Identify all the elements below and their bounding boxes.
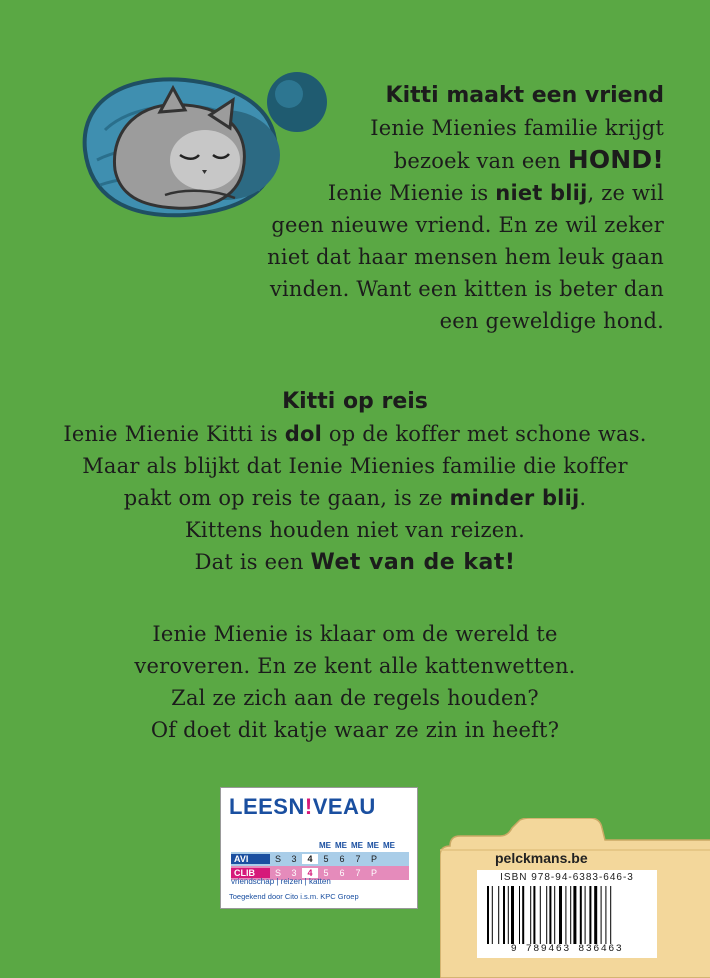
barcode-number: 9 789463 836463	[510, 944, 624, 955]
avi-cell: 3	[291, 854, 297, 864]
badge-credit: Toegekend door Cito i.s.m. KPC Groep	[229, 892, 359, 901]
text-span: op de koffer met schone was.	[322, 422, 647, 446]
section1-line: Ienie Mienies familie krijgt	[370, 116, 664, 140]
barcode-bar	[511, 886, 514, 944]
me-row	[231, 838, 409, 852]
section2	[0, 386, 710, 579]
barcode-bar	[573, 886, 576, 944]
barcode-bar	[554, 886, 555, 944]
text-span: bezoek van een	[393, 149, 568, 173]
barcode-bar	[610, 886, 611, 944]
barcode-bar	[594, 886, 597, 944]
text-span: Ienie Mienie Kitti is	[63, 422, 285, 446]
section2-line: Kittens houden niet van reizen.	[185, 518, 525, 542]
text-span: Dat is een	[194, 550, 311, 574]
barcode-bar	[540, 886, 541, 944]
barcode-bar	[530, 886, 531, 944]
barcode-bar	[589, 886, 591, 944]
barcode-bar	[522, 886, 524, 944]
emphasis-wet-van-de-kat: Wet van de kat!	[310, 550, 516, 575]
avi-cell: 6	[339, 854, 345, 864]
barcode-bar	[559, 886, 562, 944]
section1-title: Kitti maakt een vriend	[385, 83, 664, 108]
barcode-bars	[487, 886, 647, 944]
me-cell: ME	[383, 840, 395, 850]
logo-text: LEES	[229, 794, 289, 819]
avi-cell: S	[274, 854, 281, 864]
avi-label: AVI	[231, 854, 270, 864]
section3-line: Ienie Mienie is klaar om de wereld te	[152, 622, 558, 646]
clib-cell: 5	[323, 868, 329, 878]
section3	[0, 618, 710, 746]
clib-cell: 3	[291, 868, 297, 878]
barcode-bar	[546, 886, 547, 944]
theme-tags: vriendschap | reizen | katten	[231, 877, 331, 886]
barcode	[477, 870, 657, 958]
section1-text	[244, 112, 664, 337]
me-cell: ME	[367, 840, 379, 850]
section3-line: veroveren. En ze kent alle kattenwetten.	[134, 654, 576, 678]
emphasis-hond: HOND!	[567, 145, 664, 174]
barcode-bar	[503, 886, 505, 944]
barcode-bar	[498, 886, 499, 944]
section2-line	[0, 418, 710, 450]
barcode-bar	[519, 886, 520, 944]
section2-line: Maar als blijkt dat Ienie Mienies familie die koffer	[82, 454, 628, 478]
emphasis-dol: dol	[284, 422, 322, 446]
clib-cell: 7	[355, 868, 361, 878]
section1	[244, 80, 664, 337]
barcode-bar	[605, 886, 606, 944]
barcode-bar	[487, 886, 489, 944]
clib-label: CLIB	[231, 868, 270, 878]
barcode-bar	[549, 886, 551, 944]
me-cell: ME	[335, 840, 347, 850]
text-span: , ze wil	[587, 181, 664, 205]
clib-cell: 4	[302, 868, 318, 878]
clib-cell: S	[274, 868, 281, 878]
leesniveau-badge	[220, 787, 418, 909]
section1-line: niet dat haar mensen hem leuk gaan	[267, 245, 664, 269]
barcode-bar	[570, 886, 571, 944]
avi-cell: 5	[323, 854, 329, 864]
emphasis-niet-blij: niet blij	[495, 181, 588, 205]
barcode-bar	[508, 886, 509, 944]
isbn-text: ISBN 978-94-6383-646-3	[500, 872, 634, 883]
leesniveau-logo	[229, 794, 376, 820]
section3-line: Zal ze zich aan de regels houden?	[171, 686, 539, 710]
section1-line	[244, 177, 664, 209]
barcode-bar	[533, 886, 535, 944]
text-span: Ienie Mienie is	[327, 181, 496, 205]
avi-cell: 4	[302, 854, 318, 864]
logo-exclamation: !	[304, 794, 313, 819]
text-span: .	[579, 486, 587, 510]
section3-line: Of doet dit katje waar ze zin in heeft?	[150, 718, 560, 742]
text-span: pakt om op reis te gaan, is ze	[123, 486, 450, 510]
logo-text: VEAU	[312, 794, 376, 819]
section2-text	[0, 418, 710, 579]
level-grid	[231, 838, 409, 880]
barcode-bar	[601, 886, 602, 944]
emphasis-minder-blij: minder blij	[449, 486, 580, 510]
me-cell: ME	[319, 840, 331, 850]
avi-cell: P	[370, 854, 377, 864]
section2-line	[0, 482, 710, 514]
logo-text: N	[288, 794, 305, 819]
barcode-bar	[492, 886, 493, 944]
section2-title: Kitti op reis	[282, 389, 428, 414]
section1-line: een geweldige hond.	[439, 309, 664, 333]
clib-cell: 6	[339, 868, 345, 878]
section2-line	[0, 546, 710, 579]
barcode-bar	[585, 886, 586, 944]
section1-line: vinden. Want een kitten is beter dan	[269, 277, 664, 301]
barcode-bar	[580, 886, 582, 944]
avi-cell: 7	[355, 854, 361, 864]
publisher-link[interactable]: pelckmans.be	[495, 850, 588, 866]
avi-row	[231, 852, 409, 866]
section1-line: geen nieuwe vriend. En ze wil zeker	[271, 213, 664, 237]
section1-line	[244, 144, 664, 177]
clib-cell: P	[370, 868, 377, 878]
me-cell: ME	[351, 840, 363, 850]
barcode-bar	[565, 886, 566, 944]
